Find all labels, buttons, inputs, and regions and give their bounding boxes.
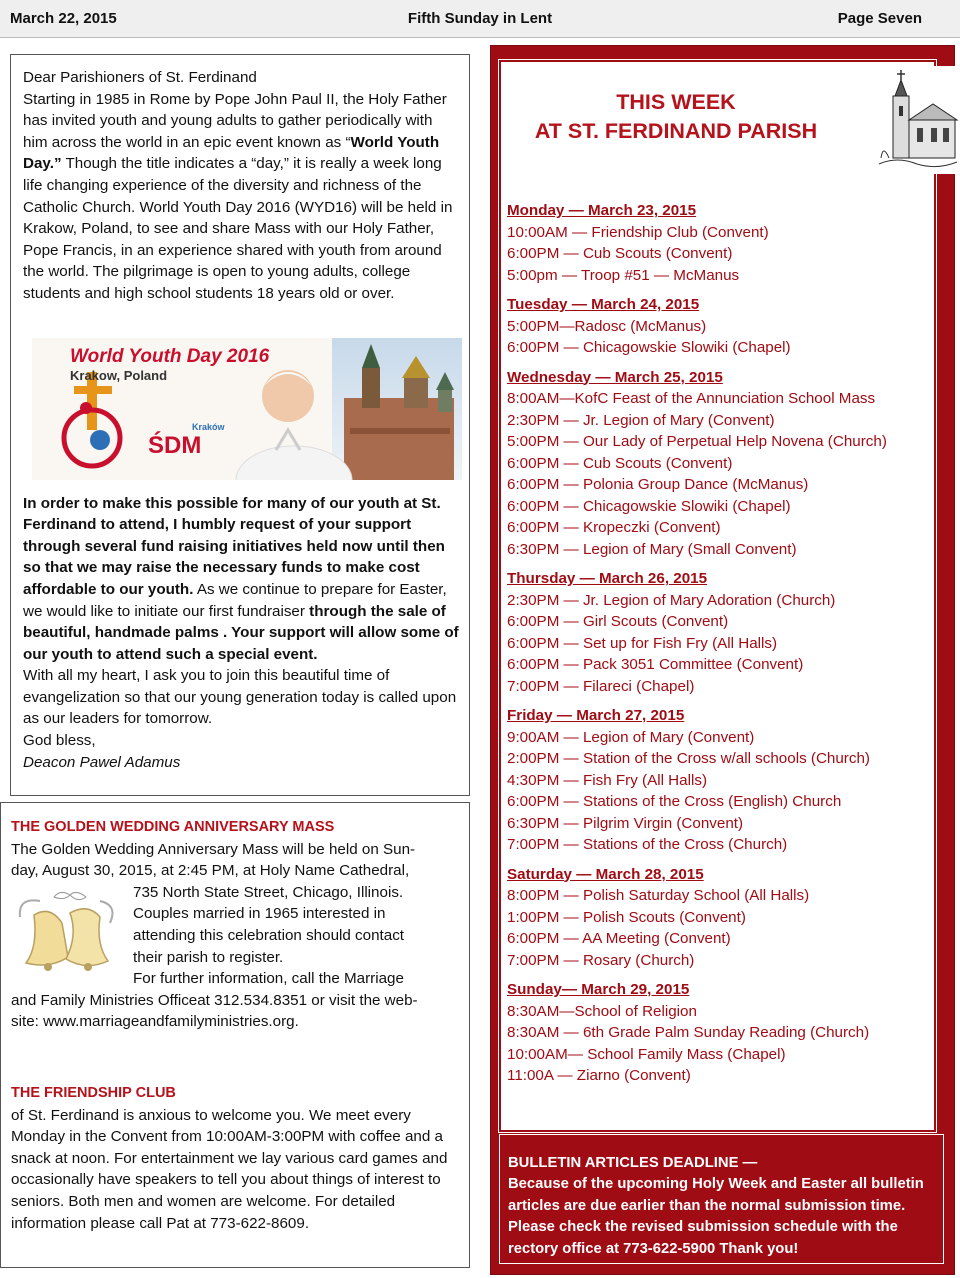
letter-closing: God bless, (23, 732, 96, 750)
schedule-event: 6:30PM — Legion of Mary (Small Convent) (507, 540, 797, 558)
golden-wedding-title: THE GOLDEN WEDDING ANNIVERSARY MASS (11, 819, 335, 835)
schedule-event: 2:00PM — Station of the Cross w/all schools (Church) (507, 750, 870, 767)
banner-subtitle: Krakow, Poland (70, 368, 168, 383)
friendship-club-title: THE FRIENDSHIP CLUB (11, 1084, 176, 1101)
schedule-event: 6:00PM — Stations of the Cross (English) Church (507, 793, 842, 810)
this-week-title-line-2: AT ST. FERDINAND PARISH (534, 119, 818, 143)
banner-logo-small: Kraków (192, 422, 225, 432)
golden-line-2: day, August 30, 2015, at 2:45 PM, at Holy Name Cathedral, (11, 862, 410, 880)
schedule-event: 8:30AM—School of Religion (507, 1002, 697, 1020)
schedule-event: 1:00PM — Polish Scouts (Convent) (507, 908, 746, 926)
letter-signature: Deacon Pawel Adamus (23, 753, 181, 771)
header-date: March 22, 2015 (10, 10, 117, 27)
schedule-event: 6:30PM — Pilgrim Virgin (Convent) (507, 814, 744, 832)
schedule-day-label: Monday — March 23, 2015 (507, 202, 697, 219)
this-week-panel (490, 45, 955, 1275)
deadline-title: BULLETIN ARTICLES DEADLINE — (508, 1155, 758, 1171)
letter-p2-bold2: through the sale of beautiful, handmade palms . Your support will allow some of our youth to attend such a special event. (23, 602, 459, 663)
wedding-bells-icon (10, 887, 122, 979)
schedule-event: 5:00PM—Radosc (McManus) (507, 317, 707, 335)
golden-line-6: their parish to register. (133, 948, 284, 966)
schedule-event: 9:00AM — Legion of Mary (Convent) (507, 728, 755, 746)
schedule-event: 6:00PM — Chicagowskie Slowiki (Chapel) (507, 497, 791, 515)
golden-line-1: The Golden Wedding Anniversary Mass will be held on Sun- (11, 840, 416, 858)
schedule-event: 6:00PM — Cub Scouts (Convent) (507, 454, 733, 472)
header-page-number: Page Seven (837, 10, 922, 27)
schedule-day (507, 979, 932, 1087)
letter-paragraph-1 (23, 89, 459, 305)
section-spacer (11, 1033, 459, 1083)
deadline-body: Because of the upcoming Holy Week and Easter all bulletin articles are due earlier than the normal submission time. Please check the revised submission schedule with the rectory office at 773-622-5900 Thank you! (508, 1176, 924, 1257)
church-icon (877, 66, 959, 174)
letter-paragraph-2 (23, 493, 459, 666)
letter-p2-plain: As we continue to prepare for Easter, we would like to initiate our first fundraiser (23, 580, 447, 620)
schedule-event: 5:00pm — Troop #51 — McManus (507, 266, 740, 284)
friendship-club-body: of St. Ferdinand is anxious to welcome you. We meet every Monday in the Convent from 10:00AM-3:00PM with coffee and a snack at noon. For entertainment we lay various card games and occasionally have speakers to tell you about things of interest to seniors. Both men and women are welcome. For detailed information please call Pat at 773-622-8609. (11, 1106, 448, 1232)
this-week-title (501, 88, 851, 146)
banner-title: World Youth Day 2016 (70, 346, 270, 367)
this-week-schedule-box (499, 60, 936, 1132)
schedule-event: 6:00PM — AA Meeting (Convent) (507, 930, 731, 947)
schedule-event: 6:00PM — Polonia Group Dance (McManus) (507, 476, 809, 493)
letter-p1-c: Though the title indicates a “day,” it is really a week long life changing experience of the diversity and richness of the Catholic Church. World Youth Day 2016 (WYD16) will be held in Krakow, Poland, to see and share Mass with our Holy Father, Pope Francis, in an experience shared with youth from around the world. The pilgrimage is open to young adults, college students and high school students 18 years old or over. (23, 155, 453, 302)
schedule-event: 11:00A — Ziarno (Convent) (507, 1067, 691, 1084)
schedule-day (507, 294, 932, 359)
schedule-day-label: Friday — March 27, 2015 (507, 707, 685, 724)
schedule-day (507, 864, 932, 972)
this-week-title-line-1: THIS WEEK (616, 90, 736, 114)
golden-line-7: For further information, call the Marriage (133, 970, 404, 988)
schedule-event: 10:00AM— School Family Mass (Chapel) (507, 1045, 786, 1063)
schedule-day (507, 705, 932, 856)
schedule-event: 2:30PM — Jr. Legion of Mary (Convent) (507, 411, 775, 429)
letter-paragraph-3: With all my heart, I ask you to join this beautiful time of evangelization so that our young generation today is called upon as our leaders for tomorrow. (23, 667, 457, 728)
schedule-event: 4:30PM — Fish Fry (All Halls) (507, 771, 707, 789)
golden-wedding-section (0, 802, 470, 1268)
golden-line-3: 735 North State Street, Chicago, Illinois. (133, 883, 404, 901)
letter-p1-bold: World Youth Day.” (23, 133, 440, 173)
schedule-day-label: Thursday — March 26, 2015 (507, 570, 708, 587)
schedule-event: 8:00PM — Polish Saturday School (All Halls) (507, 887, 810, 904)
wyd-banner-image (32, 338, 462, 480)
page-header (0, 0, 960, 38)
golden-line-8: and Family Ministries Officeat 312.534.8351 or visit the web- (11, 991, 418, 1009)
schedule-event: 5:00PM — Our Lady of Perpetual Help Novena (Church) (507, 433, 887, 450)
schedule-event: 8:00AM—KofC Feast of the Annunciation School Mass (507, 390, 876, 407)
header-title: Fifth Sunday in Lent (407, 10, 553, 27)
schedule-event: 7:00PM — Stations of the Cross (Church) (507, 836, 788, 853)
golden-line-9: site: www.marriageandfamilyministries.org. (11, 1013, 299, 1031)
weekly-schedule (507, 200, 932, 1087)
schedule-event: 2:30PM — Jr. Legion of Mary Adoration (Church) (507, 591, 836, 609)
letter-p2-bold: In order to make this possible for many of our youth at St. Ferdinand to attend, I humbly request of your support through several fund raising initiatives held now until then so that we may raise the necessary funds to make cost affordable to our youth. (23, 494, 445, 598)
golden-line-5: attending this celebration should contact (133, 926, 405, 944)
bulletin-deadline-box (499, 1134, 944, 1264)
schedule-event: 7:00PM — Rosary (Church) (507, 951, 695, 969)
schedule-event: 6:00PM — Pack 3051 Committee (Convent) (507, 656, 804, 673)
schedule-day-label: Sunday— March 29, 2015 (507, 981, 690, 998)
schedule-event: 8:30AM — 6th Grade Palm Sunday Reading (Church) (507, 1024, 870, 1041)
schedule-event: 6:00PM — Kropeczki (Convent) (507, 519, 721, 536)
golden-line-4: Couples married in 1965 interested in (133, 905, 386, 923)
schedule-event: 10:00AM — Friendship Club (Convent) (507, 223, 769, 241)
schedule-day-label: Wednesday — March 25, 2015 (507, 368, 723, 386)
schedule-day (507, 367, 932, 561)
schedule-event: 7:00PM — Filareci (Chapel) (507, 677, 695, 695)
schedule-event: 6:00PM — Chicagowskie Slowiki (Chapel) (507, 339, 791, 356)
schedule-day (507, 200, 932, 286)
banner-logo-text: ŚDM (148, 432, 202, 459)
letter-greeting: Dear Parishioners of St. Ferdinand (23, 69, 257, 86)
schedule-day-label: Saturday — March 28, 2015 (507, 865, 704, 883)
schedule-day (507, 568, 932, 697)
letter-p1-a: Starting in 1985 in Rome by Pope John Paul II, the Holy Father has invited youth and young adults to gather periodically with him across the world in an epic event known as “ (23, 90, 447, 151)
schedule-event: 6:00PM — Set up for Fish Fry (All Halls) (507, 634, 778, 652)
schedule-day-label: Tuesday — March 24, 2015 (507, 296, 700, 313)
schedule-event: 6:00PM — Girl Scouts (Convent) (507, 613, 729, 630)
schedule-event: 6:00PM — Cub Scouts (Convent) (507, 245, 733, 262)
